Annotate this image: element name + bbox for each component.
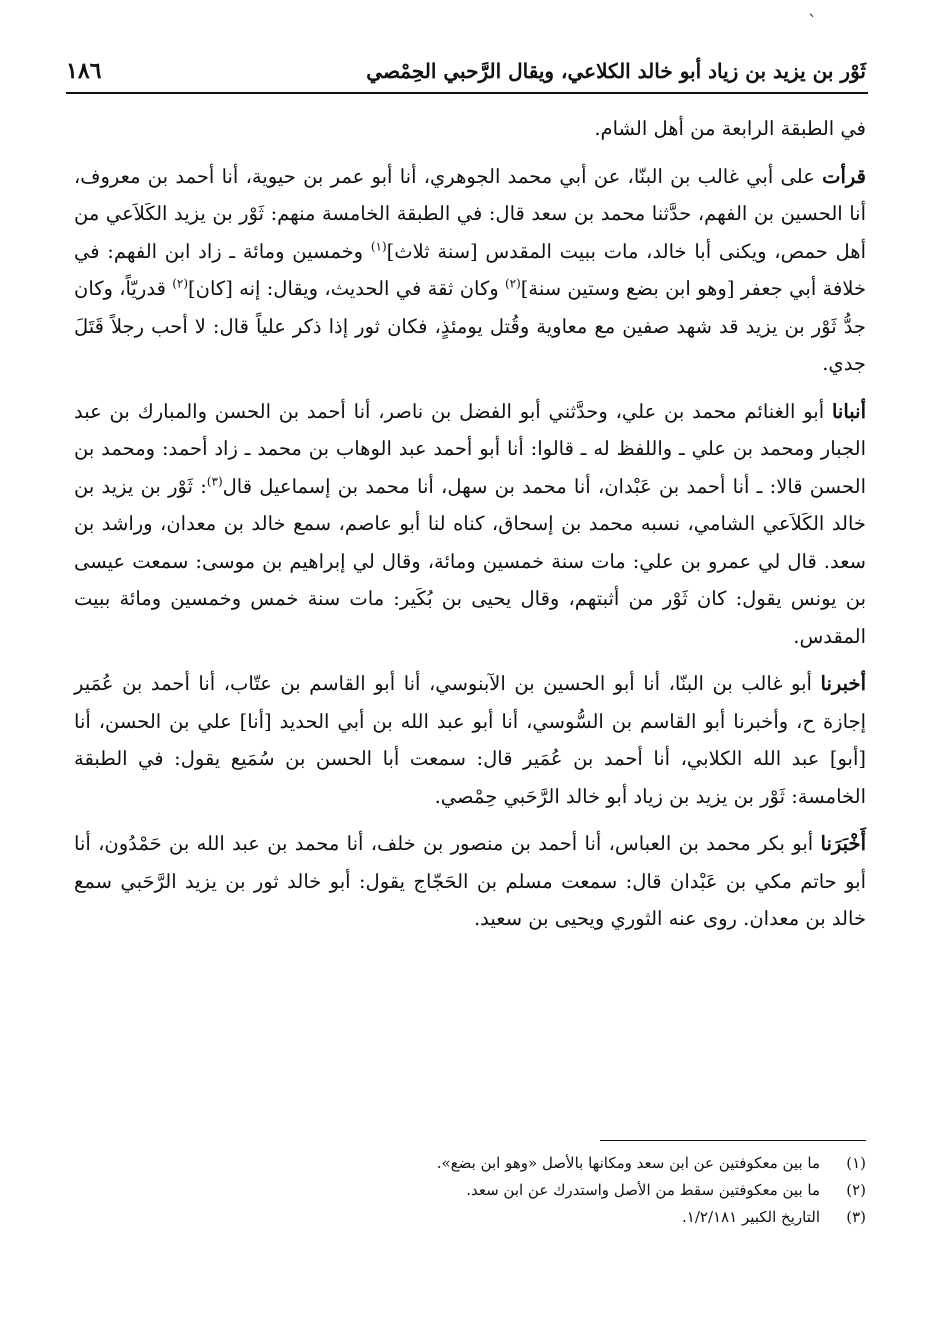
footnote-text: ما بين معكوفتين سقط من الأصل واستدرك عن ابن سعد. (466, 1181, 820, 1199)
paragraph-text: أبو بكر محمد بن العباس، أنا أحمد بن منصور بن خلف، أنا محمد بن عبد الله بن حَمْدُون، أنا أبو حاتم مكي بن عَبْدان قال: سمعت مسلم بن الحَجّاج يقول: أبو خالد ثور بن يزيد الرَّحَبي سمع خالد بن معدان. روى عنه الثوري ويحيى بن سعيد. (74, 832, 866, 930)
paragraph-4 (74, 665, 866, 815)
running-title: ثَوْر بن يزيد بن زياد أبو خالد الكلاعي، ويقال الرَّحبي الحِمْصي (366, 59, 866, 83)
page-header (66, 50, 866, 92)
footnote-text: التاريخ الكبير ١/٢/١٨١. (682, 1208, 820, 1226)
page-number: ١٨٦ (66, 58, 102, 84)
lead-word: أخبرنا (820, 672, 866, 695)
footnote-rule (600, 1140, 866, 1141)
footnote-text: ما بين معكوفتين عن ابن سعد ومكانها بالأصل «وهو ابن بضع». (436, 1154, 820, 1172)
paragraph-text: وكان ثقة في الحديث، ويقال: إنه [كان] (188, 277, 505, 300)
footnote-3 (74, 1204, 866, 1231)
footnote-2 (74, 1177, 866, 1204)
lead-word: أنبانا (831, 399, 866, 423)
paragraph-3 (74, 393, 866, 656)
footnote-ref: (٢) (504, 276, 521, 291)
footnote-number: (٣) (846, 1208, 866, 1226)
lead-word: قرأت (822, 164, 866, 188)
paragraph-5 (74, 825, 866, 938)
paragraph-text: وخمسين ومائة ـ زاد ابن الفهم: في خلافة أبي جعفر [وهو ابن بضع وستين سنة] (74, 239, 867, 300)
paragraph-text: أبو الغنائم محمد بن علي، وحدَّثني أبو الفضل بن ناصر، أنا أحمد بن الحسن والمبارك بن عبد الجبار ومحمد بن علي ـ واللفظ له ـ قالوا: أنا أبو أحمد عبد الوهاب بن محمد ـ زاد أحمد: ومحمد بن الحسن قالا: ـ أنا أحمد بن عَبْدان، أنا محمد بن سهل، أنا محمد بن إسماعيل قال (74, 399, 866, 498)
footnote-ref: (٢) (172, 276, 189, 291)
footnote-number: (١) (846, 1154, 866, 1172)
paragraph-text: : ثَوْر بن يزيد بن خالد الكَلاَعي الشامي، نسبه محمد بن إسحاق، كناه لنا أبو عاصم، سمع خالد بن معدان، وراشد بن سعد. قال لي عمرو بن علي: مات سنة خمسين ومائة، وقال لي إبراهيم بن موسى: سمعت عيسى بن يونس يقول: كان ثَوْر من أثبتهم، وقال يحيى بن بُكَير: مات سنة خمس وخمسين ومائة ببيت المقدس. (74, 474, 866, 648)
paragraph-text: على أبي غالب بن البنّا، عن أبي محمد الجوهري، أنا أبو عمر بن حيوية، أنا أحمد بن معروف، أنا الحسين بن الفهم، حدَّثنا محمد بن سعد قال: في الطبقة الخامسة منهم: ثَوْر بن يزيد الكَلاَعي من أهل حمص، ويكنى أبا خالد، مات ببيت المقدس [سنة ثلاث] (74, 164, 866, 263)
footnotes (74, 1150, 866, 1231)
corner-mark: ` (808, 12, 817, 33)
footnote-1 (74, 1150, 866, 1177)
main-text (74, 110, 866, 948)
footnote-number: (٢) (846, 1181, 866, 1199)
paragraph-text: في الطبقة الرابعة من أهل الشام. (594, 117, 866, 140)
paragraph-1 (74, 110, 866, 148)
lead-word: أَخْبَرَنا (820, 832, 866, 855)
footnote-ref: (١) (370, 239, 387, 253)
paragraph-text: قدريّاً، وكان جدُّ ثَوْر بن يزيد قد شهد صفين مع معاوية وقُتل يومئذٍ، فكان ثور إذا ذكر علياً قال: لا أحب رجلاً قَتَلَ جدي. (74, 277, 866, 375)
footnote-ref: (٣) (206, 474, 223, 488)
header-rule (66, 92, 868, 94)
paragraph-text: أبو غالب بن البنّا، أنا أبو الحسين بن الآبنوسي، أنا أبو القاسم بن عتّاب، أنا أحمد بن عُمَير إجازة ح، وأخبرنا أبو القاسم بن السُّوسي، أنا أبو عبد الله بن أبي الحديد [أنا] علي بن الحسن، أنا [أبو] عبد الله الكلابي، أنا أحمد بن عُمَير قال: سمعت أبا الحسن بن سُمَيع يقول: في الطبقة الخامسة: ثَوْر بن يزيد بن زياد أبو خالد الرَّحَبي حِمْصي. (74, 672, 866, 808)
paragraph-2 (74, 158, 866, 383)
